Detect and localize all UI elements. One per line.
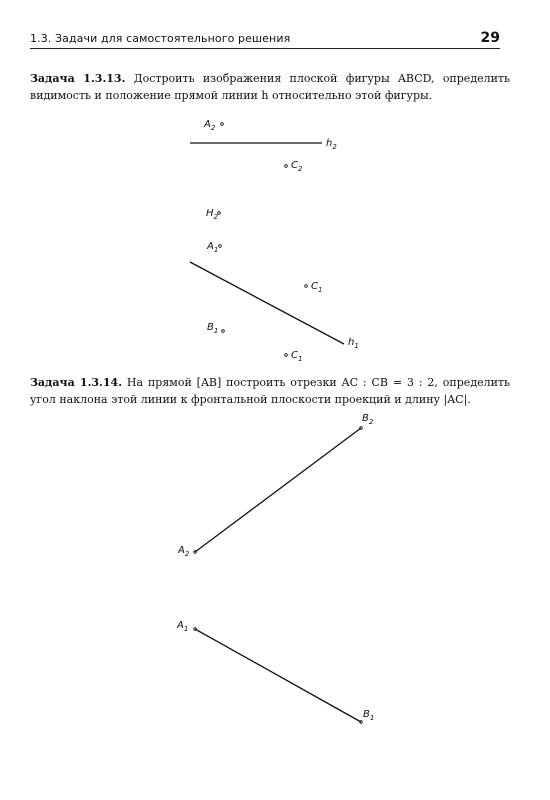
label-a2: $A_2$ (204, 119, 216, 132)
task-1-3-14-body: На прямой [AB] построить отрезки AC : CB = 3 : 2, определить угол наклона этой линии к фронтальной плоскости проекций и длину |AC|. (30, 376, 510, 406)
line-a2b2 (195, 428, 361, 552)
label-c2: $C_2$ (291, 160, 303, 173)
line-a1b1 (195, 629, 361, 722)
figure-1-3-14 (176, 413, 374, 723)
point-c1b (285, 354, 288, 357)
label-h2: $h_2$ (326, 138, 337, 151)
point-b1 (222, 330, 225, 333)
label-a2-fig2: $A_2$ (178, 545, 190, 558)
label-c1: $C_1$ (311, 281, 323, 294)
label-a1: $A_1$ (207, 241, 219, 254)
label-h2-point: $H_2$ (206, 208, 218, 221)
task-1-3-14-label: Задача 1.3.14. (30, 376, 123, 389)
label-b1: $B_1$ (207, 322, 219, 335)
label-c1-bottom: $C_1$ (291, 350, 303, 363)
point-c2 (285, 165, 288, 168)
label-b1-fig2: $B_1$ (363, 709, 375, 722)
point-a2 (221, 123, 224, 126)
figure-1-3-13 (190, 119, 359, 363)
point-c1 (305, 285, 308, 288)
label-b2-fig2: $B_2$ (362, 413, 374, 426)
point-h2 (218, 212, 221, 215)
point-a1 (219, 245, 222, 248)
running-title: 1.3. Задачи для самостоятельного решения (30, 32, 291, 45)
page-number: 29 (480, 30, 500, 46)
label-h1: $h_1$ (348, 337, 359, 350)
task-1-3-13-body: Достроить изображения плоской фигуры ABCD, определить видимость и положение прямой линии h относительно этой фигуры. (30, 72, 510, 102)
task-1-3-13-label: Задача 1.3.13. (30, 72, 126, 85)
label-a1-fig2: $A_1$ (177, 620, 189, 633)
